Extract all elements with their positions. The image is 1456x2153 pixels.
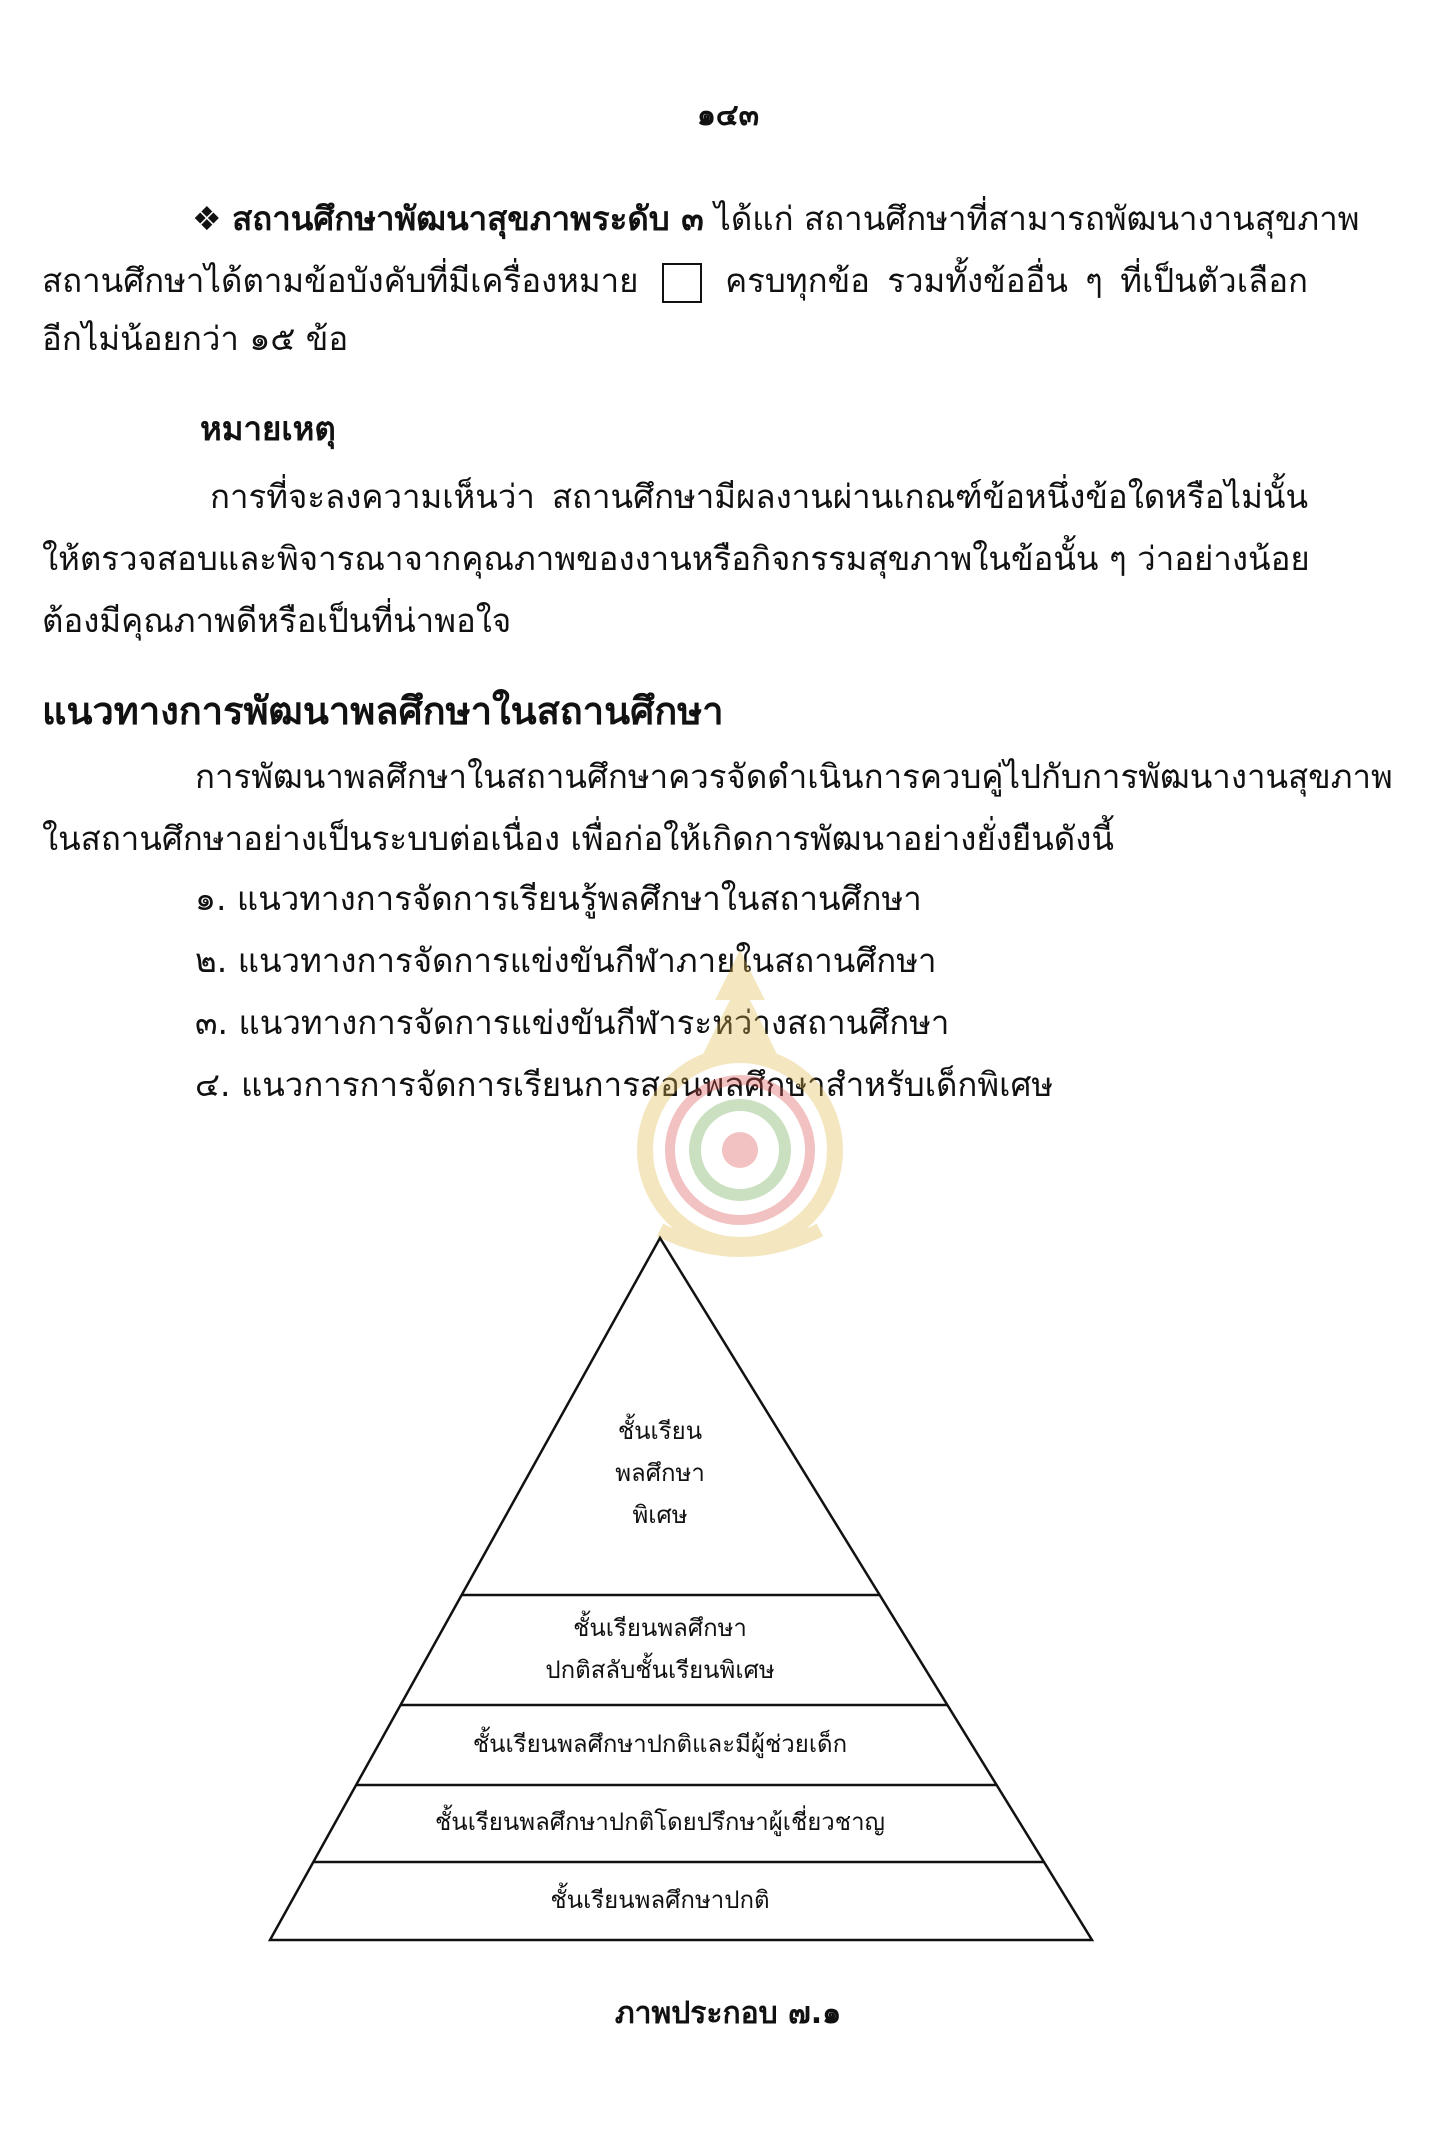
page-number: ๑๔๓	[696, 98, 760, 133]
note-line-2: ให้ตรวจสอบและพิจารณาจากคุณภาพของงานหรือกิจกรรมสุขภาพในข้อนั้น ๆ ว่าอย่างน้อย	[42, 539, 1310, 578]
pyramid-level-3-label: ชั้นเรียนพลศึกษาปกติและมีผู้ช่วยเด็ก	[472, 1730, 848, 1758]
section-heading: แนวทางการพัฒนาพลศึกษาในสถานศึกษา	[42, 689, 724, 733]
pyramid-level-2-label: ชั้นเรียนพลศึกษา	[573, 1614, 747, 1642]
pyramid-level-1-label: ชั้นเรียน	[617, 1417, 703, 1445]
figure-caption: ภาพประกอบ ๗.๑	[614, 1996, 842, 2031]
pyramid-level-2-label: ปกติสลับชั้นเรียนพิเศษ	[545, 1656, 775, 1684]
bullet-icon: ❖	[192, 199, 222, 238]
note-line-1: การที่จะลงความเห็นว่า สถานศึกษามีผลงานผ่านเกณฑ์ข้อหนึ่งข้อใดหรือไม่นั้น	[210, 477, 1308, 516]
criterion-line-2-after: ครบทุกข้อ รวมทั้งข้ออื่น ๆ ที่เป็นตัวเลือก	[725, 261, 1308, 300]
pyramid-level-4-label: ชั้นเรียนพลศึกษาปกติโดยปรึกษาผู้เชี่ยวชาญ	[435, 1808, 885, 1836]
note-title: หมายเหตุ	[200, 409, 336, 448]
pyramid-level-1-label: พลศึกษา	[615, 1459, 705, 1487]
list-item-1: ๑. แนวทางการจัดการเรียนรู้พลศึกษาในสถานศึกษา	[195, 879, 922, 918]
pyramid-labels	[435, 1413, 885, 1914]
list-item-3: ๓. แนวทางการจัดการแข่งขันกีฬาระหว่างสถานศึกษา	[195, 1003, 950, 1042]
pyramid-level-5-label: ชั้นเรียนพลศึกษาปกติ	[550, 1886, 770, 1914]
section-para-line-1: การพัฒนาพลศึกษาในสถานศึกษาควรจัดดำเนินการควบคู่ไปกับการพัฒนางานสุขภาพ	[195, 757, 1393, 796]
pyramid-level-1-label: พิเศษ	[632, 1501, 688, 1529]
list-item-2: ๒. แนวทางการจัดการแข่งขันกีฬาภายในสถานศึกษา	[195, 941, 937, 980]
note-line-3: ต้องมีคุณภาพดีหรือเป็นที่น่าพอใจ	[42, 601, 512, 640]
section-para-line-2: ในสถานศึกษาอย่างเป็นระบบต่อเนื่อง เพื่อก่อให้เกิดการพัฒนาอย่างยั่งยืนดังนี้	[42, 819, 1114, 858]
criterion-line-2-before: สถานศึกษาได้ตามข้อบังคับที่มีเครื่องหมาย	[42, 261, 639, 300]
criterion-title: สถานศึกษาพัฒนาสุขภาพระดับ ๓	[232, 199, 704, 238]
criterion-line-3: อีกไม่น้อยกว่า ๑๕ ข้อ	[42, 319, 349, 358]
list-item-4: ๔. แนวการการจัดการเรียนการสอนพลศึกษาสำหรับเด็กพิเศษ	[195, 1065, 1054, 1104]
criterion-line-1-rest: ได้แก่ สถานศึกษาที่สามารถพัฒนางานสุขภาพ	[714, 199, 1360, 238]
